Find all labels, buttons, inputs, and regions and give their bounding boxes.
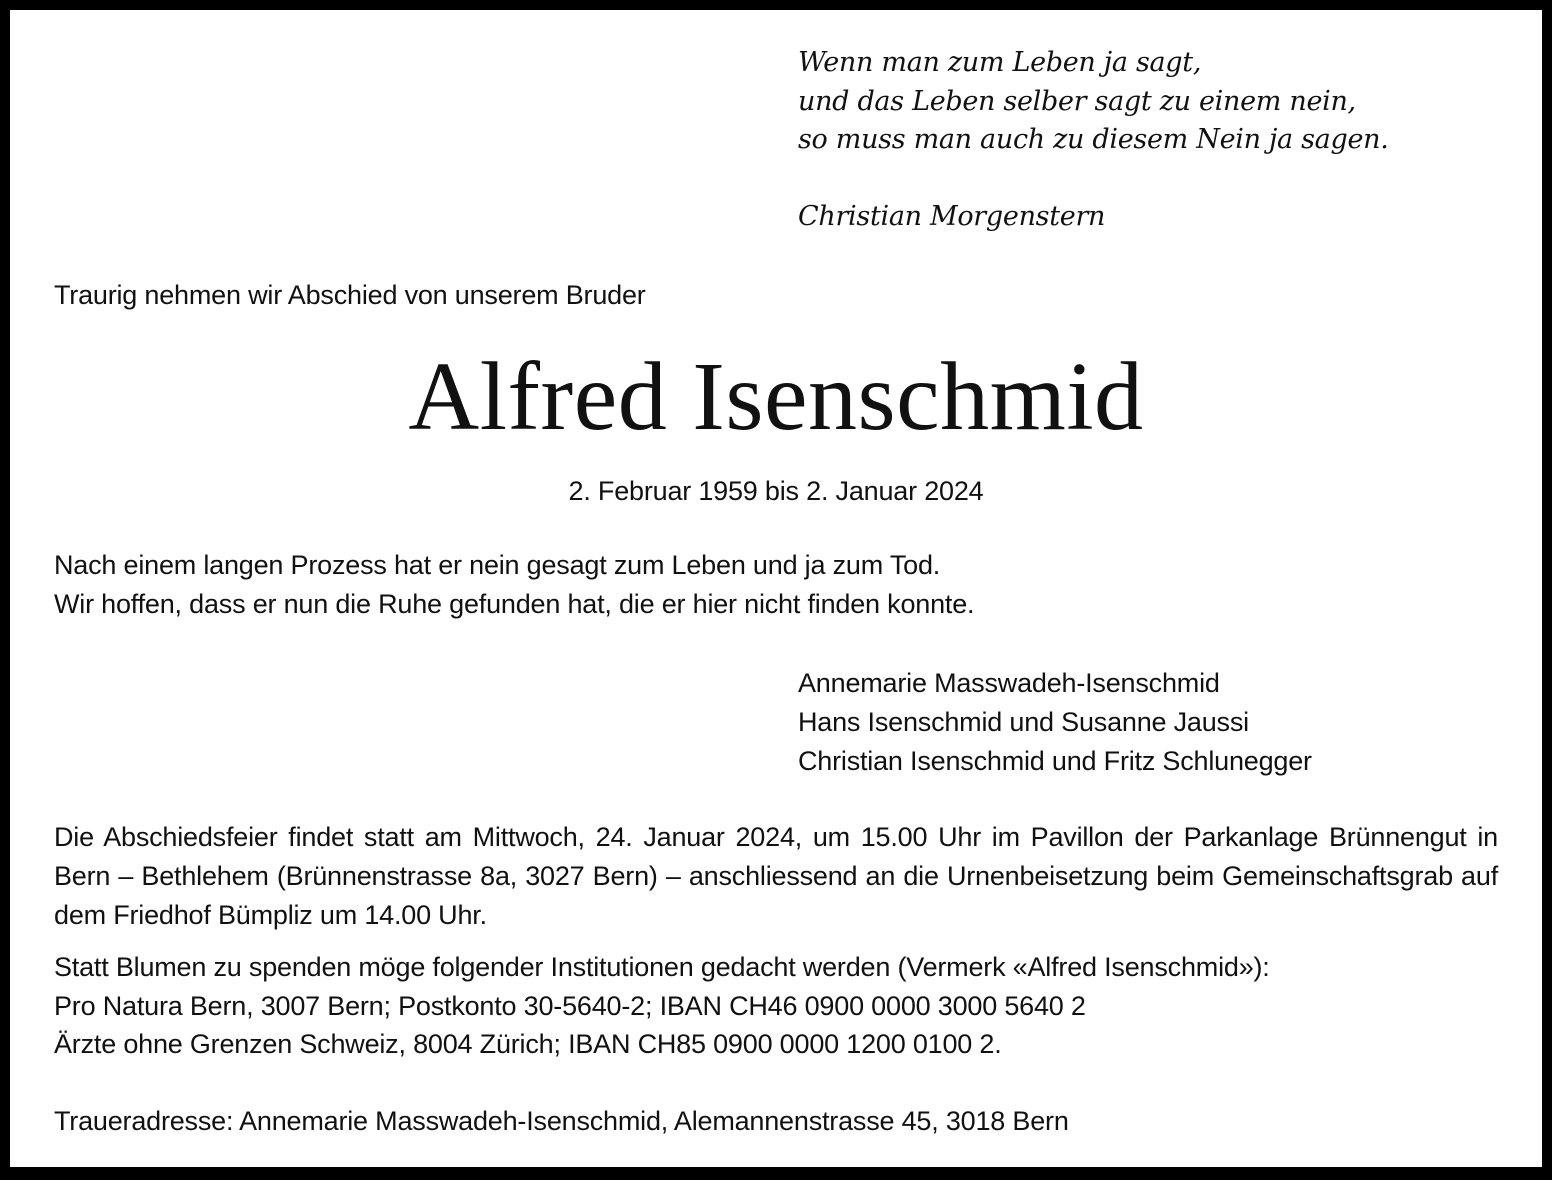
poem-line: so muss man auch zu diesem Nein ja sagen.: [798, 124, 1389, 155]
poem-quote: [798, 44, 1389, 236]
mourning-address: Traueradresse: Annemarie Masswadeh-Isenschmid, Alemannenstrasse 45, 3018 Bern: [54, 1106, 1069, 1136]
farewell-line: Wir hoffen, dass er nun die Ruhe gefunden hat, die er hier nicht finden konnte.: [54, 589, 975, 619]
mourners-list: [798, 664, 1312, 781]
donation-line: Ärzte ohne Grenzen Schweiz, 8004 Zürich; IBAN CH85 0900 0000 1200 0100 2.: [54, 1029, 1002, 1059]
intro-text: Traurig nehmen wir Abschied von unserem Bruder: [54, 280, 646, 310]
donation-info: [54, 948, 1270, 1064]
farewell-text: [54, 546, 974, 624]
poem-line: und das Leben selber sagt zu einem nein,: [798, 85, 1356, 117]
poem-author: Christian Morgenstern: [798, 200, 1106, 232]
mourner-name: Christian Isenschmid und Fritz Schlunegger: [798, 746, 1312, 776]
deceased-name: Alfred Isenschmid: [408, 343, 1144, 451]
donation-line: Pro Natura Bern, 3007 Bern; Postkonto 30-5640-2; IBAN CH46 0900 0000 3000 5640 2: [54, 990, 1086, 1021]
donation-line: Statt Blumen zu spenden möge folgender Institutionen gedacht werden (Vermerk «Alfred Isenschmid»):: [54, 952, 1270, 982]
ceremony-details: Die Abschiedsfeier findet statt am Mittwoch, 24. Januar 2024, um 15.00 Uhr im Pavillon der Parkanlage Brünnengut in Bern – Bethlehem (Brünnenstrasse 8a, 3027 Bern) – anschliessend an die Urnenbeisetzung beim Gemeinschaftsgrab auf dem Friedhof Bümpliz um 14.00 Uhr.: [54, 822, 1498, 930]
life-dates: 2. Februar 1959 bis 2. Januar 2024: [568, 476, 984, 506]
obituary-notice: [10, 10, 1542, 1167]
poem-line: Wenn man zum Leben ja sagt,: [798, 47, 1202, 78]
mourner-name: Annemarie Masswadeh-Isenschmid: [798, 668, 1220, 698]
mourner-name: Hans Isenschmid und Susanne Jaussi: [798, 707, 1249, 737]
farewell-line: Nach einem langen Prozess hat er nein gesagt zum Leben und ja zum Tod.: [54, 550, 941, 580]
